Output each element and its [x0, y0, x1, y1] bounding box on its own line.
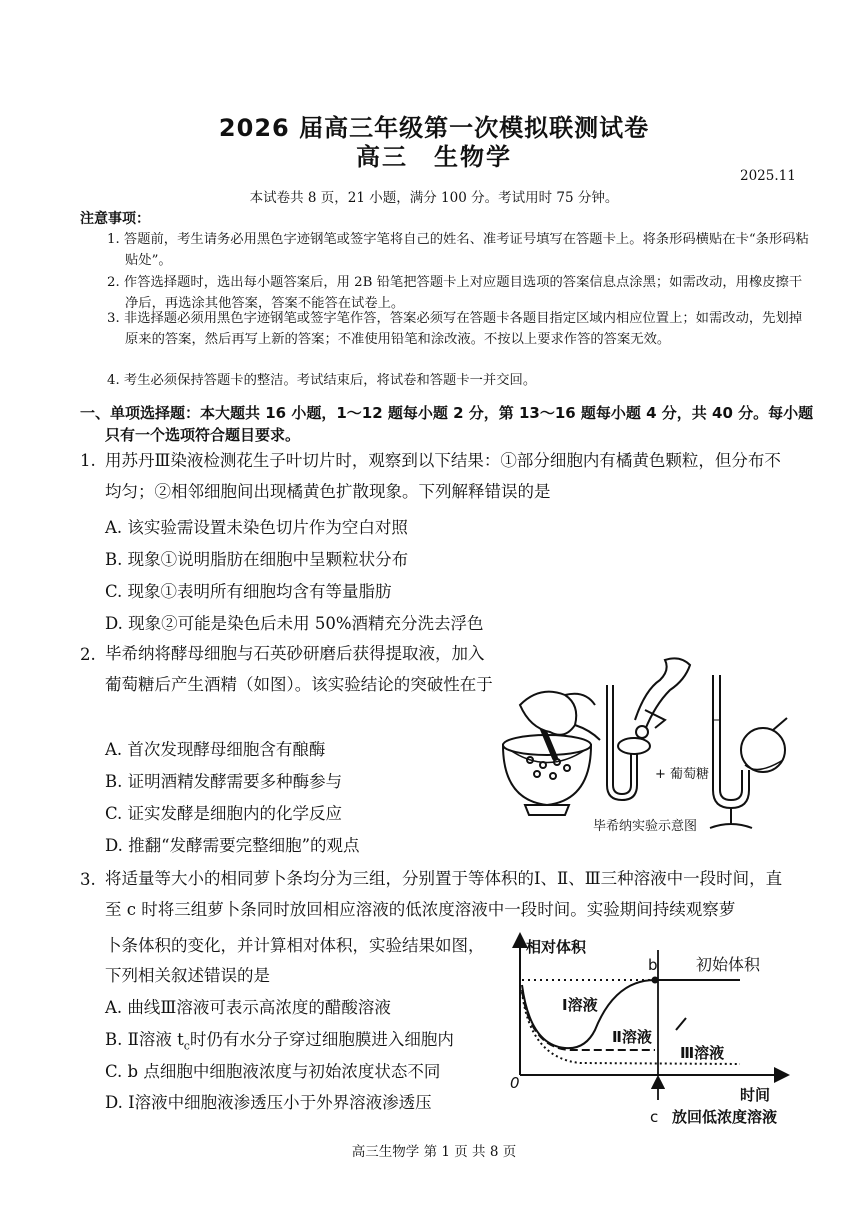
figure-caption: 毕希纳实验示意图: [592, 819, 698, 834]
q1-option-d[interactable]: D. 现象②可能是染色后未用 50%酒精充分洗去浮色: [105, 614, 484, 633]
section-1-heading: 一、单项选择题：本大题共 16 小题，1～12 题每小题 2 分，第 13～16 题每小题 4 分，共 40 分。每小题只有一个选项符合题目要求。: [80, 404, 814, 444]
initial-volume-label: 初始体积: [696, 955, 761, 974]
notes-heading: 注意事项：: [80, 211, 150, 227]
q2-stem: 毕希纳将酵母细胞与石英砂研磨后获得提取液，加入葡萄糖后产生酒精（如图）。该实验结论的突破性在于: [105, 644, 493, 694]
curve-3-label: Ⅲ溶液: [680, 1044, 725, 1062]
q3-option-b-prefix: B. Ⅱ溶液 t: [105, 1030, 184, 1049]
mortar-pestle-illustration: [503, 692, 600, 815]
q2-option-d[interactable]: D. 推翻“发酵需要完整细胞”的观点: [105, 836, 360, 855]
exam-subtitle: 高三 生物学: [356, 143, 512, 171]
q3-option-d[interactable]: D. Ⅰ溶液中细胞液渗透压小于外界溶液渗透压: [105, 1093, 432, 1112]
q1-stem: 用苏丹Ⅲ染液检测花生子叶切片时，观察到以下结果：①部分细胞内有橘黄色颗粒，但分布不均匀；②相邻细胞间出现橘黄色扩散现象。下列解释错误的是: [105, 451, 781, 501]
q3-stem-line2: 卜条体积的变化，并计算相对体积，实验结果如图，: [105, 936, 485, 955]
q3-option-b-subscript: c: [183, 1039, 190, 1053]
q1-option-b[interactable]: B. 现象①说明脂肪在细胞中呈颗粒状分布: [105, 550, 409, 569]
q3-option-b-rest: 时仍有水分子穿过细胞膜进入细胞内: [189, 1030, 454, 1049]
c-label: c: [650, 1108, 659, 1126]
page-footer: 高三生物学 第 1 页 共 8 页: [351, 1144, 517, 1160]
x-axis-label: 时间: [740, 1086, 771, 1104]
y-axis-label: 相对体积: [526, 938, 587, 956]
glucose-label: + 葡萄糖: [655, 767, 710, 782]
point-b-marker: [652, 977, 659, 984]
q2-number: 2.: [80, 645, 96, 664]
q2-option-c[interactable]: C. 证实发酵是细胞内的化学反应: [105, 804, 343, 823]
curve-solution-2-rise: [676, 1018, 686, 1030]
note-item-4: 4. 考生必须保持答题卡的整洁。考试结束后，将试卷和答题卡一并交回。: [107, 373, 537, 388]
note-item-2: 2. 作答选择题时，选出每小题答案后，用 2B 铅笔把答题卡上对应题目选项的答案信息点涂黑；如需改动，用橡皮擦干净后，再选涂其他答案，答案不能答在试卷上。: [107, 275, 803, 311]
origin-label: 0: [510, 1074, 520, 1092]
curve-1-label: Ⅰ溶液: [562, 996, 598, 1014]
q1-option-a[interactable]: A. 该实验需设置未染色切片作为空白对照: [105, 518, 408, 537]
q2-option-a[interactable]: A. 首次发现酵母细胞含有酿酶: [105, 740, 326, 759]
relative-volume-graph: [500, 930, 800, 1130]
q3-option-b[interactable]: [105, 1026, 454, 1052]
q3-option-a[interactable]: A. 曲线Ⅲ溶液可表示高浓度的醋酸溶液: [105, 998, 391, 1017]
exam-date: 2025.11: [740, 168, 796, 184]
q1-number: 1.: [80, 451, 96, 470]
buchner-experiment-figure: [495, 650, 795, 840]
flask-tube-illustration: [710, 675, 787, 828]
c-note-label: 放回低浓度溶液: [672, 1108, 778, 1126]
note-item-1: 1. 答题前，考生请务必用黑色字迹钢笔或签字笔将自己的姓名、准考证号填写在答题卡上。将条形码横贴在卡“条形码粘贴处”。: [107, 232, 809, 268]
q2-option-b[interactable]: B. 证明酒精发酵需要多种酶参与: [105, 772, 343, 791]
q1-option-c[interactable]: C. 现象①表明所有细胞均含有等量脂肪: [105, 582, 392, 601]
point-b-label: b: [648, 956, 658, 974]
exam-title: 2026 届高三年级第一次模拟联测试卷: [218, 114, 650, 142]
q3-option-c[interactable]: C. b 点细胞中细胞液浓度与初始浓度状态不同: [105, 1062, 441, 1081]
q3-stem-line1: 将适量等大小的相同萝卜条均分为三组，分别置于等体积的Ⅰ、Ⅱ、Ⅲ三种溶液中一段时间，直至 c 时将三组萝卜条同时放回相应溶液的低浓度溶液中一段时间。实验期间持续观察萝: [105, 869, 783, 919]
exam-info: 本试卷共 8 页，21 小题，满分 100 分。考试用时 75 分钟。: [249, 190, 619, 206]
q3-stem-line3: 下列相关叙述错误的是: [105, 966, 270, 985]
note-item-3: 3. 非选择题必须用黑色字迹钢笔或签字笔作答，答案必须写在答题卡各题目指定区域内相应位置上；如需改动，先划掉原来的答案，然后再写上新的答案；不准使用铅笔和涂改液。不按以上要求作答的答案无效。: [107, 311, 803, 347]
q3-number: 3.: [80, 870, 96, 889]
curve-2-label: Ⅱ溶液: [612, 1028, 652, 1046]
